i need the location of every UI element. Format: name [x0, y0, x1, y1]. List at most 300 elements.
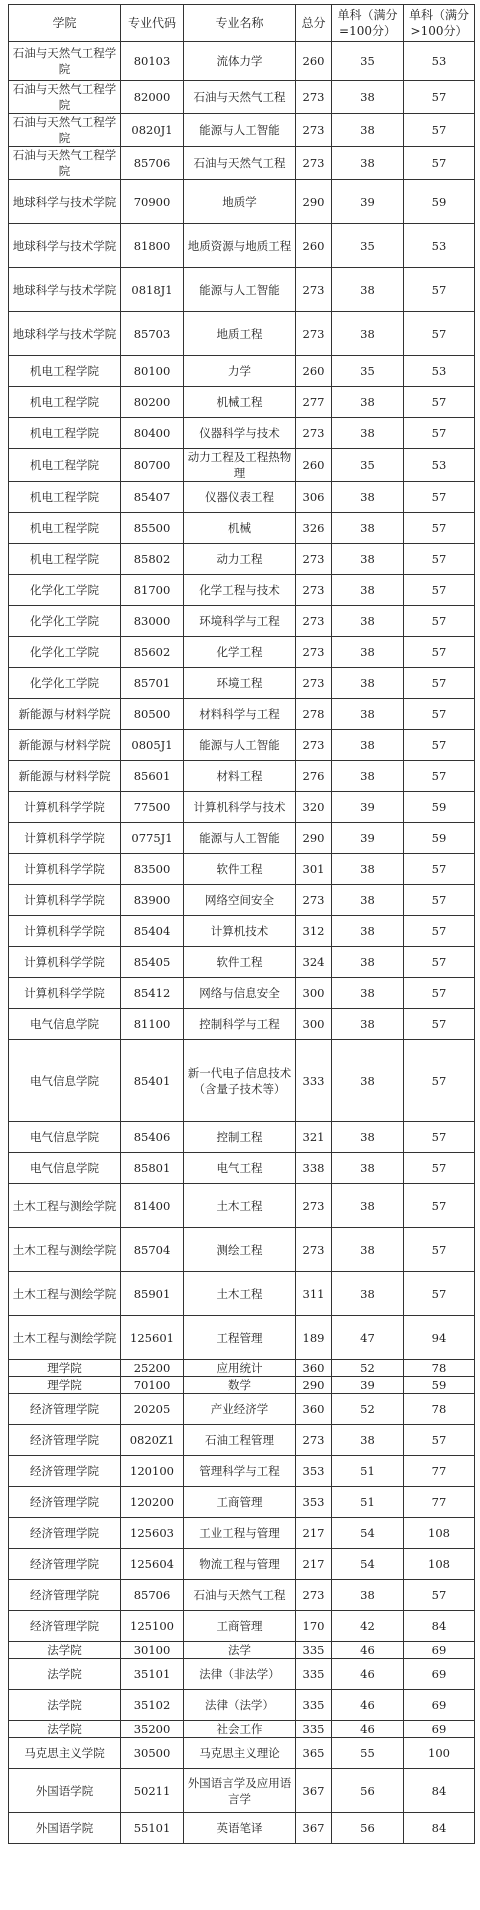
single-over-100-cell: 57 [404, 854, 475, 885]
single-over-100-cell: 57 [404, 978, 475, 1009]
college-cell: 石油与天然气工程学院 [9, 42, 121, 81]
single-100-cell: 35 [332, 356, 404, 387]
major-name-cell: 软件工程 [184, 854, 296, 885]
college-cell: 法学院 [9, 1721, 121, 1738]
table-row [9, 699, 475, 730]
college-cell: 经济管理学院 [9, 1611, 121, 1642]
table-row [9, 147, 475, 180]
table-row [9, 180, 475, 224]
single-100-cell: 52 [332, 1394, 404, 1425]
college-cell: 法学院 [9, 1642, 121, 1659]
table-row [9, 606, 475, 637]
single-100-cell: 38 [332, 418, 404, 449]
college-cell: 机电工程学院 [9, 544, 121, 575]
single-100-cell: 38 [332, 854, 404, 885]
college-cell: 计算机科学学院 [9, 854, 121, 885]
major-name-cell: 机械 [184, 513, 296, 544]
college-cell: 化学化工学院 [9, 668, 121, 699]
header-single-over-100: 单科（满分>100分） [404, 5, 475, 42]
major-code-cell: 70100 [121, 1377, 184, 1394]
single-over-100-cell: 57 [404, 1184, 475, 1228]
major-code-cell: 35101 [121, 1659, 184, 1690]
total-score-cell: 273 [296, 114, 332, 147]
total-score-cell: 273 [296, 544, 332, 575]
single-100-cell: 56 [332, 1813, 404, 1844]
table-row [9, 418, 475, 449]
major-name-cell: 能源与人工智能 [184, 114, 296, 147]
single-over-100-cell: 57 [404, 387, 475, 418]
single-over-100-cell: 53 [404, 356, 475, 387]
major-name-cell: 力学 [184, 356, 296, 387]
college-cell: 经济管理学院 [9, 1425, 121, 1456]
total-score-cell: 273 [296, 1425, 332, 1456]
single-100-cell: 38 [332, 81, 404, 114]
major-name-cell: 网络空间安全 [184, 885, 296, 916]
college-cell: 机电工程学院 [9, 482, 121, 513]
table-row [9, 1009, 475, 1040]
total-score-cell: 312 [296, 916, 332, 947]
major-code-cell: 85601 [121, 761, 184, 792]
single-over-100-cell: 57 [404, 81, 475, 114]
total-score-cell: 300 [296, 978, 332, 1009]
major-name-cell: 土木工程 [184, 1272, 296, 1316]
college-cell: 机电工程学院 [9, 513, 121, 544]
major-name-cell: 动力工程及工程热物理 [184, 449, 296, 482]
total-score-cell: 311 [296, 1272, 332, 1316]
single-100-cell: 38 [332, 1184, 404, 1228]
college-cell: 石油与天然气工程学院 [9, 114, 121, 147]
total-score-cell: 260 [296, 42, 332, 81]
major-code-cell: 77500 [121, 792, 184, 823]
single-over-100-cell: 59 [404, 792, 475, 823]
total-score-cell: 273 [296, 268, 332, 312]
single-100-cell: 38 [332, 1580, 404, 1611]
single-100-cell: 51 [332, 1456, 404, 1487]
single-over-100-cell: 57 [404, 1040, 475, 1122]
table-row [9, 1425, 475, 1456]
single-over-100-cell: 84 [404, 1611, 475, 1642]
single-over-100-cell: 57 [404, 1580, 475, 1611]
table-row [9, 312, 475, 356]
total-score-cell: 367 [296, 1813, 332, 1844]
major-name-cell: 土木工程 [184, 1184, 296, 1228]
college-cell: 外国语学院 [9, 1769, 121, 1813]
major-code-cell: 81400 [121, 1184, 184, 1228]
single-100-cell: 38 [332, 1153, 404, 1184]
major-code-cell: 50211 [121, 1769, 184, 1813]
major-code-cell: 85401 [121, 1040, 184, 1122]
total-score-cell: 324 [296, 947, 332, 978]
major-name-cell: 能源与人工智能 [184, 823, 296, 854]
single-over-100-cell: 59 [404, 1377, 475, 1394]
single-over-100-cell: 57 [404, 606, 475, 637]
table-header [9, 5, 475, 42]
total-score-cell: 170 [296, 1611, 332, 1642]
total-score-cell: 335 [296, 1721, 332, 1738]
college-cell: 新能源与材料学院 [9, 730, 121, 761]
single-100-cell: 38 [332, 114, 404, 147]
total-score-cell: 273 [296, 1580, 332, 1611]
total-score-cell: 273 [296, 668, 332, 699]
total-score-cell: 260 [296, 356, 332, 387]
major-name-cell: 计算机科学与技术 [184, 792, 296, 823]
single-100-cell: 35 [332, 224, 404, 268]
table-row [9, 387, 475, 418]
major-code-cell: 125100 [121, 1611, 184, 1642]
table-row [9, 1769, 475, 1813]
table-row [9, 449, 475, 482]
single-100-cell: 46 [332, 1659, 404, 1690]
major-code-cell: 80400 [121, 418, 184, 449]
total-score-cell: 278 [296, 699, 332, 730]
major-name-cell: 工商管理 [184, 1487, 296, 1518]
college-cell: 电气信息学院 [9, 1122, 121, 1153]
total-score-cell: 333 [296, 1040, 332, 1122]
single-over-100-cell: 57 [404, 544, 475, 575]
total-score-cell: 277 [296, 387, 332, 418]
single-over-100-cell: 57 [404, 268, 475, 312]
single-over-100-cell: 108 [404, 1549, 475, 1580]
single-100-cell: 39 [332, 792, 404, 823]
table-body [9, 42, 475, 1844]
single-100-cell: 42 [332, 1611, 404, 1642]
single-over-100-cell: 57 [404, 1009, 475, 1040]
table-row [9, 1228, 475, 1272]
table-row [9, 637, 475, 668]
major-code-cell: 0820Z1 [121, 1425, 184, 1456]
total-score-cell: 189 [296, 1316, 332, 1360]
major-name-cell: 石油与天然气工程 [184, 1580, 296, 1611]
major-code-cell: 85407 [121, 482, 184, 513]
major-name-cell: 地质资源与地质工程 [184, 224, 296, 268]
major-code-cell: 125601 [121, 1316, 184, 1360]
single-over-100-cell: 57 [404, 947, 475, 978]
table-row [9, 513, 475, 544]
major-name-cell: 计算机技术 [184, 916, 296, 947]
major-code-cell: 85404 [121, 916, 184, 947]
single-over-100-cell: 69 [404, 1690, 475, 1721]
single-over-100-cell: 69 [404, 1659, 475, 1690]
major-code-cell: 85802 [121, 544, 184, 575]
table-row [9, 268, 475, 312]
major-name-cell: 机械工程 [184, 387, 296, 418]
major-name-cell: 地质工程 [184, 312, 296, 356]
major-code-cell: 85706 [121, 147, 184, 180]
college-cell: 计算机科学学院 [9, 916, 121, 947]
single-100-cell: 38 [332, 482, 404, 513]
single-100-cell: 55 [332, 1738, 404, 1769]
table-row [9, 1122, 475, 1153]
major-code-cell: 35102 [121, 1690, 184, 1721]
table-row [9, 1659, 475, 1690]
single-over-100-cell: 57 [404, 513, 475, 544]
total-score-cell: 290 [296, 1377, 332, 1394]
major-code-cell: 120100 [121, 1456, 184, 1487]
college-cell: 化学化工学院 [9, 637, 121, 668]
table-row [9, 1153, 475, 1184]
college-cell: 电气信息学院 [9, 1009, 121, 1040]
total-score-cell: 273 [296, 1228, 332, 1272]
single-100-cell: 38 [332, 1009, 404, 1040]
total-score-cell: 321 [296, 1122, 332, 1153]
single-over-100-cell: 53 [404, 224, 475, 268]
major-name-cell: 软件工程 [184, 947, 296, 978]
single-over-100-cell: 57 [404, 699, 475, 730]
major-code-cell: 120200 [121, 1487, 184, 1518]
major-name-cell: 环境科学与工程 [184, 606, 296, 637]
major-code-cell: 80100 [121, 356, 184, 387]
total-score-cell: 320 [296, 792, 332, 823]
major-code-cell: 81800 [121, 224, 184, 268]
total-score-cell: 273 [296, 147, 332, 180]
major-name-cell: 法律（法学） [184, 1690, 296, 1721]
table-row [9, 730, 475, 761]
total-score-cell: 306 [296, 482, 332, 513]
single-100-cell: 47 [332, 1316, 404, 1360]
total-score-cell: 273 [296, 81, 332, 114]
table-row [9, 761, 475, 792]
total-score-cell: 335 [296, 1642, 332, 1659]
single-100-cell: 51 [332, 1487, 404, 1518]
single-over-100-cell: 57 [404, 668, 475, 699]
college-cell: 地球科学与技术学院 [9, 180, 121, 224]
single-over-100-cell: 84 [404, 1769, 475, 1813]
table-row [9, 356, 475, 387]
table-row [9, 792, 475, 823]
table-row [9, 1394, 475, 1425]
college-cell: 经济管理学院 [9, 1456, 121, 1487]
major-name-cell: 英语笔译 [184, 1813, 296, 1844]
major-code-cell: 80103 [121, 42, 184, 81]
major-name-cell: 工业工程与管理 [184, 1518, 296, 1549]
single-over-100-cell: 59 [404, 180, 475, 224]
total-score-cell: 273 [296, 606, 332, 637]
table-row [9, 1642, 475, 1659]
total-score-cell: 335 [296, 1690, 332, 1721]
college-cell: 计算机科学学院 [9, 947, 121, 978]
single-over-100-cell: 57 [404, 885, 475, 916]
college-cell: 计算机科学学院 [9, 823, 121, 854]
major-code-cell: 0805J1 [121, 730, 184, 761]
table-row [9, 544, 475, 575]
major-code-cell: 85500 [121, 513, 184, 544]
major-code-cell: 81700 [121, 575, 184, 606]
table-row [9, 823, 475, 854]
single-over-100-cell: 69 [404, 1642, 475, 1659]
single-over-100-cell: 57 [404, 761, 475, 792]
college-cell: 计算机科学学院 [9, 792, 121, 823]
major-code-cell: 85703 [121, 312, 184, 356]
major-name-cell: 工程管理 [184, 1316, 296, 1360]
total-score-cell: 365 [296, 1738, 332, 1769]
total-score-cell: 300 [296, 1009, 332, 1040]
single-over-100-cell: 57 [404, 1228, 475, 1272]
college-cell: 马克思主义学院 [9, 1738, 121, 1769]
college-cell: 计算机科学学院 [9, 978, 121, 1009]
total-score-cell: 290 [296, 823, 332, 854]
major-name-cell: 管理科学与工程 [184, 1456, 296, 1487]
score-table [8, 4, 475, 1844]
single-over-100-cell: 57 [404, 1272, 475, 1316]
major-code-cell: 125603 [121, 1518, 184, 1549]
single-100-cell: 54 [332, 1518, 404, 1549]
college-cell: 土木工程与测绘学院 [9, 1184, 121, 1228]
total-score-cell: 326 [296, 513, 332, 544]
college-cell: 新能源与材料学院 [9, 699, 121, 730]
major-code-cell: 85406 [121, 1122, 184, 1153]
major-code-cell: 85706 [121, 1580, 184, 1611]
college-cell: 法学院 [9, 1659, 121, 1690]
single-over-100-cell: 57 [404, 482, 475, 513]
major-code-cell: 55101 [121, 1813, 184, 1844]
table-row [9, 1377, 475, 1394]
table-row [9, 885, 475, 916]
total-score-cell: 367 [296, 1769, 332, 1813]
major-name-cell: 能源与人工智能 [184, 730, 296, 761]
major-code-cell: 85704 [121, 1228, 184, 1272]
single-100-cell: 38 [332, 513, 404, 544]
major-code-cell: 80200 [121, 387, 184, 418]
single-100-cell: 38 [332, 699, 404, 730]
table-row [9, 1518, 475, 1549]
table-row [9, 1690, 475, 1721]
major-name-cell: 网络与信息安全 [184, 978, 296, 1009]
single-100-cell: 38 [332, 312, 404, 356]
single-100-cell: 46 [332, 1690, 404, 1721]
table-row [9, 575, 475, 606]
single-100-cell: 46 [332, 1721, 404, 1738]
college-cell: 外国语学院 [9, 1813, 121, 1844]
table-row [9, 1456, 475, 1487]
major-name-cell: 控制科学与工程 [184, 1009, 296, 1040]
major-name-cell: 石油工程管理 [184, 1425, 296, 1456]
single-100-cell: 38 [332, 387, 404, 418]
single-over-100-cell: 108 [404, 1518, 475, 1549]
college-cell: 理学院 [9, 1377, 121, 1394]
major-name-cell: 工商管理 [184, 1611, 296, 1642]
single-100-cell: 38 [332, 147, 404, 180]
college-cell: 土木工程与测绘学院 [9, 1228, 121, 1272]
single-100-cell: 38 [332, 1228, 404, 1272]
college-cell: 石油与天然气工程学院 [9, 147, 121, 180]
major-code-cell: 85801 [121, 1153, 184, 1184]
single-over-100-cell: 57 [404, 114, 475, 147]
major-code-cell: 85602 [121, 637, 184, 668]
table-row [9, 668, 475, 699]
table-row [9, 1184, 475, 1228]
major-code-cell: 20205 [121, 1394, 184, 1425]
single-over-100-cell: 57 [404, 418, 475, 449]
table-row [9, 1272, 475, 1316]
major-code-cell: 83900 [121, 885, 184, 916]
single-over-100-cell: 57 [404, 637, 475, 668]
major-name-cell: 应用统计 [184, 1360, 296, 1377]
total-score-cell: 335 [296, 1659, 332, 1690]
total-score-cell: 260 [296, 224, 332, 268]
major-name-cell: 材料工程 [184, 761, 296, 792]
table-row [9, 482, 475, 513]
single-100-cell: 38 [332, 668, 404, 699]
major-code-cell: 25200 [121, 1360, 184, 1377]
major-code-cell: 80700 [121, 449, 184, 482]
single-over-100-cell: 78 [404, 1394, 475, 1425]
single-over-100-cell: 84 [404, 1813, 475, 1844]
college-cell: 地球科学与技术学院 [9, 268, 121, 312]
single-over-100-cell: 57 [404, 1153, 475, 1184]
major-name-cell: 仪器科学与技术 [184, 418, 296, 449]
major-name-cell: 环境工程 [184, 668, 296, 699]
single-100-cell: 38 [332, 885, 404, 916]
college-cell: 化学化工学院 [9, 575, 121, 606]
college-cell: 经济管理学院 [9, 1518, 121, 1549]
table-row [9, 81, 475, 114]
total-score-cell: 273 [296, 575, 332, 606]
single-over-100-cell: 53 [404, 42, 475, 81]
major-code-cell: 0775J1 [121, 823, 184, 854]
single-over-100-cell: 57 [404, 916, 475, 947]
single-100-cell: 54 [332, 1549, 404, 1580]
major-code-cell: 70900 [121, 180, 184, 224]
total-score-cell: 353 [296, 1456, 332, 1487]
major-name-cell: 地质学 [184, 180, 296, 224]
single-100-cell: 38 [332, 1040, 404, 1122]
single-100-cell: 38 [332, 947, 404, 978]
single-over-100-cell: 100 [404, 1738, 475, 1769]
table-row [9, 1040, 475, 1122]
major-code-cell: 85901 [121, 1272, 184, 1316]
total-score-cell: 353 [296, 1487, 332, 1518]
header-major-code: 专业代码 [121, 5, 184, 42]
total-score-cell: 273 [296, 637, 332, 668]
table-row [9, 1549, 475, 1580]
single-100-cell: 39 [332, 180, 404, 224]
total-score-cell: 290 [296, 180, 332, 224]
major-code-cell: 85701 [121, 668, 184, 699]
table-row [9, 1721, 475, 1738]
major-code-cell: 0820J1 [121, 114, 184, 147]
single-100-cell: 38 [332, 1425, 404, 1456]
major-name-cell: 能源与人工智能 [184, 268, 296, 312]
table-row [9, 224, 475, 268]
major-name-cell: 动力工程 [184, 544, 296, 575]
college-cell: 经济管理学院 [9, 1487, 121, 1518]
major-code-cell: 0818J1 [121, 268, 184, 312]
major-name-cell: 外国语言学及应用语言学 [184, 1769, 296, 1813]
college-cell: 新能源与材料学院 [9, 761, 121, 792]
single-100-cell: 38 [332, 730, 404, 761]
college-cell: 经济管理学院 [9, 1580, 121, 1611]
major-name-cell: 石油与天然气工程 [184, 81, 296, 114]
single-over-100-cell: 69 [404, 1721, 475, 1738]
table-row [9, 978, 475, 1009]
college-cell: 电气信息学院 [9, 1153, 121, 1184]
header-college: 学院 [9, 5, 121, 42]
college-cell: 电气信息学院 [9, 1040, 121, 1122]
table-row [9, 1580, 475, 1611]
total-score-cell: 273 [296, 730, 332, 761]
single-100-cell: 38 [332, 1122, 404, 1153]
major-name-cell: 产业经济学 [184, 1394, 296, 1425]
single-100-cell: 52 [332, 1360, 404, 1377]
major-name-cell: 石油与天然气工程 [184, 147, 296, 180]
major-code-cell: 81100 [121, 1009, 184, 1040]
college-cell: 石油与天然气工程学院 [9, 81, 121, 114]
college-cell: 经济管理学院 [9, 1394, 121, 1425]
major-code-cell: 85412 [121, 978, 184, 1009]
total-score-cell: 217 [296, 1518, 332, 1549]
college-cell: 土木工程与测绘学院 [9, 1272, 121, 1316]
single-100-cell: 38 [332, 761, 404, 792]
